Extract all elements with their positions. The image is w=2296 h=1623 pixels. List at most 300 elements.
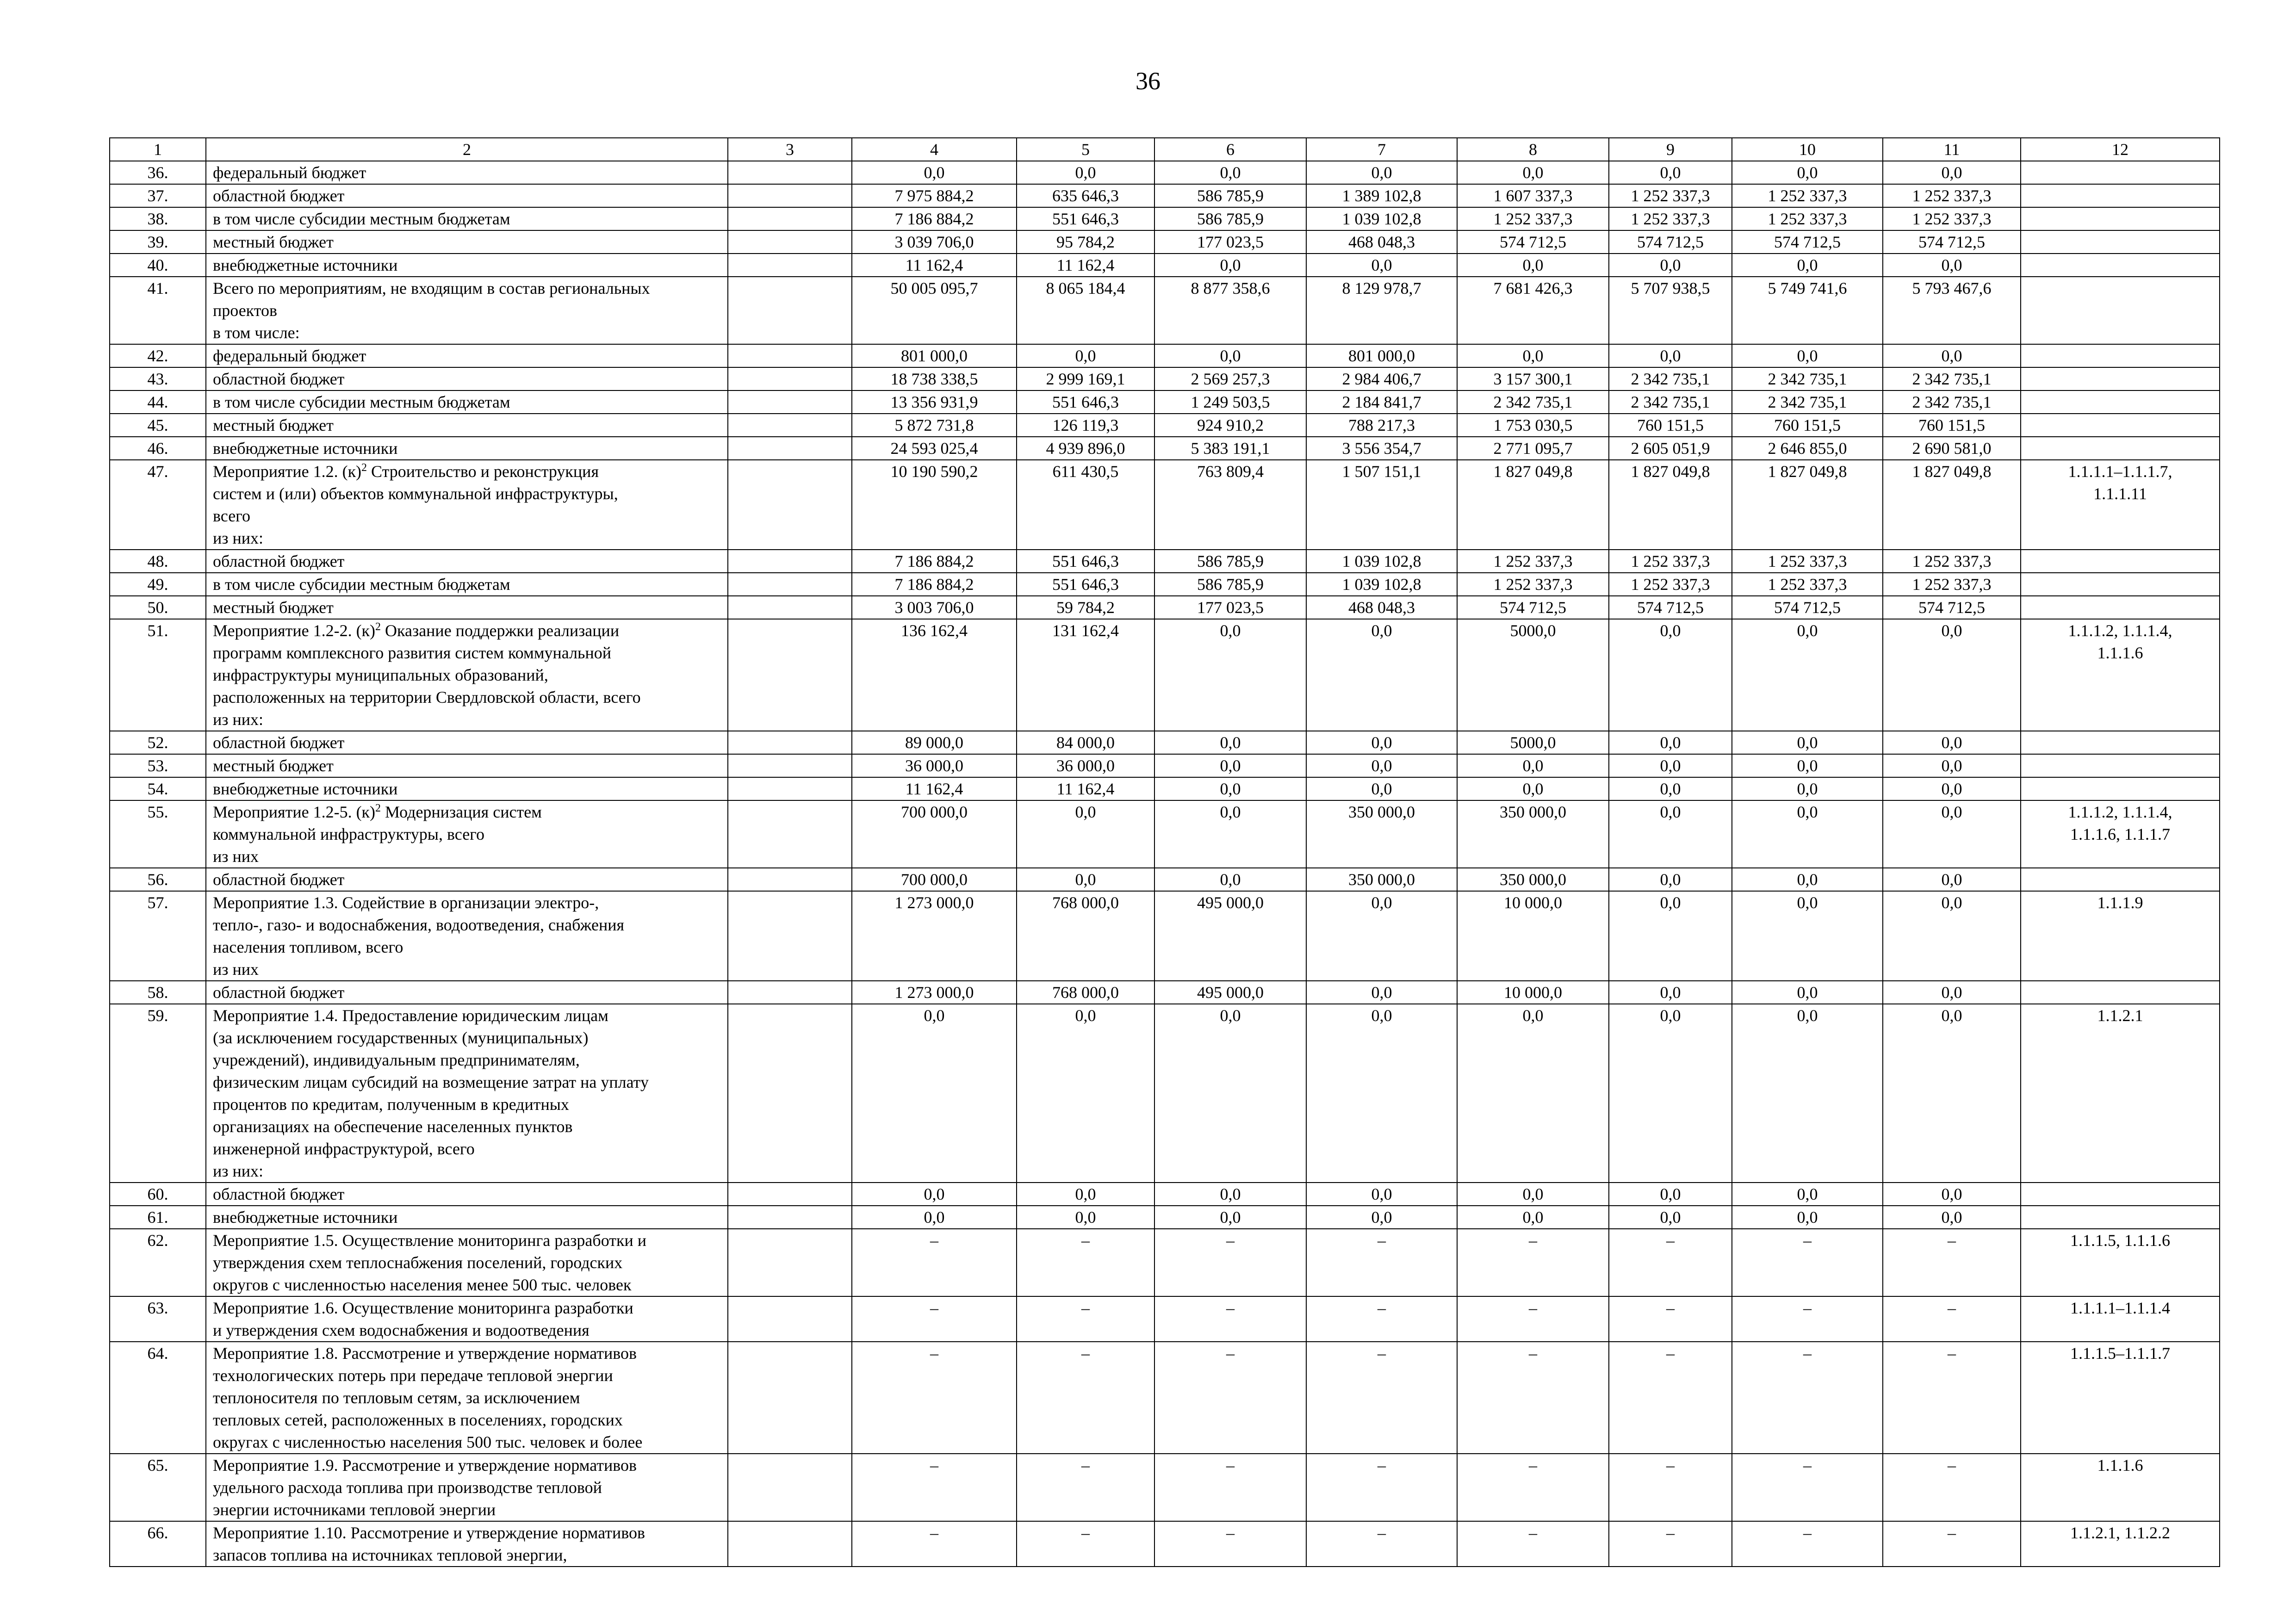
value-cell: 586 785,9 <box>1154 207 1306 230</box>
value-cell: 0,0 <box>1732 1004 1883 1183</box>
value-cell: 0,0 <box>1883 800 2021 868</box>
value-cell: 5 872 731,8 <box>852 414 1017 437</box>
description-cell: Мероприятие 1.4. Предоставление юридическим лицам (за исключением государственных (муниципальных) учреждений), индивидуальным предпринимателям, физическим лицам субсидий на возмещение затрат на уплату процентов по кредитам, полученным в кредитных организациях на обеспечение населенных пунктов инженерной инфраструктурой, всего из них: <box>206 1004 728 1183</box>
goals-cell <box>2021 367 2220 390</box>
description-prefix: Мероприятие 1.2. (к) <box>213 462 362 481</box>
value-cell: – <box>852 1296 1017 1342</box>
value-cell: 0,0 <box>1732 981 1883 1004</box>
value-cell: – <box>1732 1296 1883 1342</box>
value-cell: 1 252 337,3 <box>1457 573 1609 596</box>
value-cell: 763 809,4 <box>1154 460 1306 550</box>
value-cell: – <box>1154 1229 1306 1296</box>
row-number-cell: 39. <box>110 230 206 254</box>
description-cell: Мероприятие 1.6. Осуществление мониторинга разработки и утверждения схем водоснабжения и водоотведения <box>206 1296 728 1342</box>
value-cell: 768 000,0 <box>1017 981 1154 1004</box>
row-number-cell: 42. <box>110 344 206 367</box>
table-row <box>110 891 2220 981</box>
value-cell: 0,0 <box>1732 731 1883 754</box>
value-cell: 1 252 337,3 <box>1732 573 1883 596</box>
value-cell: 0,0 <box>1609 254 1732 277</box>
value-cell: 0,0 <box>1306 254 1457 277</box>
table-row <box>110 868 2220 891</box>
goals-cell <box>2021 731 2220 754</box>
value-cell: 0,0 <box>1883 868 2021 891</box>
goals-cell <box>2021 981 2220 1004</box>
footnote-marker: 2 <box>361 462 367 474</box>
value-cell: 50 005 095,7 <box>852 277 1017 344</box>
value-cell: 574 712,5 <box>1732 230 1883 254</box>
table-body <box>110 161 2220 1567</box>
value-cell: 177 023,5 <box>1154 596 1306 619</box>
header-cell: 6 <box>1154 138 1306 161</box>
value-cell: 0,0 <box>852 1206 1017 1229</box>
description-cell: внебюджетные источники <box>206 254 728 277</box>
value-cell: 2 342 735,1 <box>1732 367 1883 390</box>
value-cell: 3 556 354,7 <box>1306 437 1457 460</box>
value-cell: 760 151,5 <box>1609 414 1732 437</box>
value-cell: 8 129 978,7 <box>1306 277 1457 344</box>
value-cell: 0,0 <box>1154 800 1306 868</box>
value-cell: 0,0 <box>852 1183 1017 1206</box>
value-cell: – <box>1457 1454 1609 1521</box>
description-text: Модернизация систем коммунальной инфраструктуры, всего из них <box>213 803 542 866</box>
row-number-cell: 59. <box>110 1004 206 1183</box>
goals-cell <box>2021 344 2220 367</box>
value-cell: 131 162,4 <box>1017 619 1154 731</box>
value-cell: 5000,0 <box>1457 731 1609 754</box>
column-3-cell <box>728 777 852 800</box>
row-number-cell: 49. <box>110 573 206 596</box>
value-cell: 0,0 <box>1609 1183 1732 1206</box>
value-cell: 0,0 <box>1609 619 1732 731</box>
table-row <box>110 1454 2220 1521</box>
description-cell: в том числе субсидии местным бюджетам <box>206 207 728 230</box>
value-cell: 0,0 <box>1306 161 1457 184</box>
value-cell: 0,0 <box>1306 619 1457 731</box>
value-cell: 126 119,3 <box>1017 414 1154 437</box>
goals-cell: 1.1.1.5–1.1.1.7 <box>2021 1342 2220 1454</box>
value-cell: 7 681 426,3 <box>1457 277 1609 344</box>
value-cell: 0,0 <box>1457 344 1609 367</box>
table-row <box>110 754 2220 777</box>
value-cell: 4 939 896,0 <box>1017 437 1154 460</box>
table-row <box>110 161 2220 184</box>
table-row <box>110 207 2220 230</box>
value-cell: 8 877 358,6 <box>1154 277 1306 344</box>
value-cell: 0,0 <box>1883 161 2021 184</box>
row-number-cell: 36. <box>110 161 206 184</box>
column-3-cell <box>728 344 852 367</box>
value-cell: 0,0 <box>1609 800 1732 868</box>
value-cell: 11 162,4 <box>852 254 1017 277</box>
value-cell: 574 712,5 <box>1883 230 2021 254</box>
value-cell: – <box>1017 1229 1154 1296</box>
value-cell: – <box>852 1454 1017 1521</box>
description-cell: местный бюджет <box>206 596 728 619</box>
value-cell: – <box>1457 1296 1609 1342</box>
value-cell: – <box>1609 1454 1732 1521</box>
value-cell: 11 162,4 <box>852 777 1017 800</box>
value-cell: 0,0 <box>1883 731 2021 754</box>
value-cell: 760 151,5 <box>1883 414 2021 437</box>
value-cell: 0,0 <box>1017 1004 1154 1183</box>
value-cell: 18 738 338,5 <box>852 367 1017 390</box>
description-text: Строительство и реконструкция систем и (или) объектов коммунальной инфраструктуры, всего из них: <box>213 462 618 547</box>
table-row <box>110 254 2220 277</box>
value-cell: 924 910,2 <box>1154 414 1306 437</box>
description-cell: областной бюджет <box>206 367 728 390</box>
value-cell: 0,0 <box>1457 1183 1609 1206</box>
value-cell: 8 065 184,4 <box>1017 277 1154 344</box>
budget-table <box>109 137 2220 1567</box>
goals-cell <box>2021 573 2220 596</box>
value-cell: – <box>1732 1454 1883 1521</box>
value-cell: – <box>852 1229 1017 1296</box>
value-cell: 1 252 337,3 <box>1457 207 1609 230</box>
row-number-cell: 41. <box>110 277 206 344</box>
value-cell: – <box>1017 1296 1154 1342</box>
column-3-cell <box>728 550 852 573</box>
value-cell: 0,0 <box>1883 344 2021 367</box>
value-cell: 1 252 337,3 <box>1457 550 1609 573</box>
value-cell: 84 000,0 <box>1017 731 1154 754</box>
value-cell: – <box>1609 1342 1732 1454</box>
value-cell: – <box>1306 1521 1457 1567</box>
goals-cell: 1.1.2.1 <box>2021 1004 2220 1183</box>
value-cell: – <box>1732 1521 1883 1567</box>
value-cell: 5 383 191,1 <box>1154 437 1306 460</box>
goals-cell <box>2021 437 2220 460</box>
value-cell: 3 003 706,0 <box>852 596 1017 619</box>
description-prefix: Мероприятие 1.2-5. (к) <box>213 803 376 821</box>
value-cell: 0,0 <box>1883 777 2021 800</box>
row-number-cell: 43. <box>110 367 206 390</box>
value-cell: 36 000,0 <box>852 754 1017 777</box>
value-cell: 700 000,0 <box>852 868 1017 891</box>
table-row <box>110 981 2220 1004</box>
value-cell: – <box>1609 1229 1732 1296</box>
value-cell: 0,0 <box>1154 1183 1306 1206</box>
row-number-cell: 62. <box>110 1229 206 1296</box>
value-cell: 574 712,5 <box>1609 230 1732 254</box>
value-cell: 0,0 <box>852 1004 1017 1183</box>
value-cell: 1 827 049,8 <box>1457 460 1609 550</box>
value-cell: 95 784,2 <box>1017 230 1154 254</box>
value-cell: 0,0 <box>1154 619 1306 731</box>
header-cell: 2 <box>206 138 728 161</box>
table-row <box>110 777 2220 800</box>
table-row <box>110 344 2220 367</box>
value-cell: – <box>1457 1521 1609 1567</box>
value-cell: 635 646,3 <box>1017 184 1154 207</box>
value-cell: – <box>1883 1296 2021 1342</box>
table-row <box>110 1229 2220 1296</box>
row-number-cell: 46. <box>110 437 206 460</box>
value-cell: 0,0 <box>1609 1206 1732 1229</box>
value-cell: 10 000,0 <box>1457 981 1609 1004</box>
column-3-cell <box>728 981 852 1004</box>
value-cell: 0,0 <box>1883 619 2021 731</box>
value-cell: 1 252 337,3 <box>1609 573 1732 596</box>
value-cell: 0,0 <box>1017 161 1154 184</box>
value-cell: – <box>1609 1296 1732 1342</box>
value-cell: 11 162,4 <box>1017 777 1154 800</box>
description-cell: местный бюджет <box>206 414 728 437</box>
value-cell: 1 273 000,0 <box>852 981 1017 1004</box>
value-cell: 0,0 <box>1732 891 1883 981</box>
description-cell: Мероприятие 1.5. Осуществление мониторинга разработки и утверждения схем теплоснабжения поселений, городских округов с численностью населения менее 500 тыс. человек <box>206 1229 728 1296</box>
value-cell: 2 999 169,1 <box>1017 367 1154 390</box>
value-cell: 1 607 337,3 <box>1457 184 1609 207</box>
value-cell: 0,0 <box>1732 868 1883 891</box>
value-cell: 2 342 735,1 <box>1883 367 2021 390</box>
value-cell: 0,0 <box>1154 868 1306 891</box>
value-cell: 0,0 <box>1732 777 1883 800</box>
value-cell: 611 430,5 <box>1017 460 1154 550</box>
value-cell: 3 157 300,1 <box>1457 367 1609 390</box>
value-cell: 0,0 <box>1457 254 1609 277</box>
row-number-cell: 57. <box>110 891 206 981</box>
value-cell: 7 975 884,2 <box>852 184 1017 207</box>
value-cell: – <box>1732 1342 1883 1454</box>
table-row <box>110 1206 2220 1229</box>
column-3-cell <box>728 596 852 619</box>
value-cell: – <box>1883 1521 2021 1567</box>
description-cell <box>206 619 728 731</box>
column-3-cell <box>728 573 852 596</box>
value-cell: 1 039 102,8 <box>1306 207 1457 230</box>
value-cell: 0,0 <box>1154 254 1306 277</box>
value-cell: 0,0 <box>1883 754 2021 777</box>
value-cell: 3 039 706,0 <box>852 230 1017 254</box>
value-cell: 0,0 <box>1609 868 1732 891</box>
column-3-cell <box>728 1183 852 1206</box>
value-cell: 574 712,5 <box>1609 596 1732 619</box>
goals-cell <box>2021 754 2220 777</box>
value-cell: 0,0 <box>1154 754 1306 777</box>
value-cell: – <box>1883 1229 2021 1296</box>
value-cell: 0,0 <box>1017 344 1154 367</box>
table-row <box>110 1004 2220 1183</box>
column-3-cell <box>728 230 852 254</box>
value-cell: 7 186 884,2 <box>852 550 1017 573</box>
column-3-cell <box>728 731 852 754</box>
goals-cell: 1.1.2.1, 1.1.2.2 <box>2021 1521 2220 1567</box>
column-3-cell <box>728 754 852 777</box>
value-cell: 1 753 030,5 <box>1457 414 1609 437</box>
goals-cell: 1.1.1.2, 1.1.1.4, 1.1.1.6, 1.1.1.7 <box>2021 800 2220 868</box>
goals-cell <box>2021 184 2220 207</box>
value-cell: 1 252 337,3 <box>1883 550 2021 573</box>
value-cell: 574 712,5 <box>1732 596 1883 619</box>
row-number-cell: 64. <box>110 1342 206 1454</box>
value-cell: – <box>1306 1296 1457 1342</box>
value-cell: – <box>852 1521 1017 1567</box>
row-number-cell: 55. <box>110 800 206 868</box>
value-cell: 0,0 <box>1457 754 1609 777</box>
value-cell: 0,0 <box>1732 1206 1883 1229</box>
value-cell: 1 827 049,8 <box>1883 460 2021 550</box>
column-3-cell <box>728 1004 852 1183</box>
table-row <box>110 367 2220 390</box>
value-cell: – <box>1609 1521 1732 1567</box>
table-row <box>110 573 2220 596</box>
value-cell: 0,0 <box>1883 891 2021 981</box>
goals-cell <box>2021 161 2220 184</box>
column-3-cell <box>728 207 852 230</box>
goals-cell: 1.1.1.1–1.1.1.7, 1.1.1.11 <box>2021 460 2220 550</box>
value-cell: 1 252 337,3 <box>1732 184 1883 207</box>
row-number-cell: 63. <box>110 1296 206 1342</box>
value-cell: 586 785,9 <box>1154 573 1306 596</box>
value-cell: – <box>1017 1521 1154 1567</box>
header-row <box>110 138 2220 161</box>
table-row <box>110 800 2220 868</box>
row-number-cell: 53. <box>110 754 206 777</box>
value-cell: 0,0 <box>1732 800 1883 868</box>
description-cell: областной бюджет <box>206 981 728 1004</box>
value-cell: 0,0 <box>1609 777 1732 800</box>
column-3-cell <box>728 277 852 344</box>
description-cell: в том числе субсидии местным бюджетам <box>206 390 728 414</box>
value-cell: 551 646,3 <box>1017 573 1154 596</box>
value-cell: 5 793 467,6 <box>1883 277 2021 344</box>
value-cell: 1 827 049,8 <box>1732 460 1883 550</box>
value-cell: 1 827 049,8 <box>1609 460 1732 550</box>
value-cell: 0,0 <box>1609 891 1732 981</box>
table-row <box>110 277 2220 344</box>
goals-cell: 1.1.1.6 <box>2021 1454 2220 1521</box>
value-cell: 0,0 <box>1457 161 1609 184</box>
row-number-cell: 65. <box>110 1454 206 1521</box>
value-cell: 1 507 151,1 <box>1306 460 1457 550</box>
description-text: Оказание поддержки реализации программ комплексного развития систем коммунальной инфраструктуры муниципальных образований, расположенных на территории Свердловской области, всего из них: <box>213 621 641 729</box>
value-cell: 0,0 <box>1017 868 1154 891</box>
table-row <box>110 1521 2220 1567</box>
description-cell: федеральный бюджет <box>206 161 728 184</box>
column-3-cell <box>728 891 852 981</box>
row-number-cell: 47. <box>110 460 206 550</box>
column-3-cell <box>728 390 852 414</box>
value-cell: 0,0 <box>1306 1004 1457 1183</box>
value-cell: 0,0 <box>1017 800 1154 868</box>
row-number-cell: 44. <box>110 390 206 414</box>
value-cell: 0,0 <box>1457 1004 1609 1183</box>
value-cell: 2 342 735,1 <box>1457 390 1609 414</box>
header-cell: 8 <box>1457 138 1609 161</box>
value-cell: 0,0 <box>1883 254 2021 277</box>
value-cell: 10 000,0 <box>1457 891 1609 981</box>
goals-cell: 1.1.1.9 <box>2021 891 2220 981</box>
page-number: 36 <box>1136 67 1160 95</box>
description-cell <box>206 800 728 868</box>
value-cell: 801 000,0 <box>852 344 1017 367</box>
column-3-cell <box>728 367 852 390</box>
value-cell: 1 273 000,0 <box>852 891 1017 981</box>
goals-cell <box>2021 390 2220 414</box>
column-3-cell <box>728 868 852 891</box>
table-row <box>110 596 2220 619</box>
value-cell: 0,0 <box>1883 1183 2021 1206</box>
table-row <box>110 550 2220 573</box>
value-cell: 2 569 257,3 <box>1154 367 1306 390</box>
row-number-cell: 51. <box>110 619 206 731</box>
value-cell: 177 023,5 <box>1154 230 1306 254</box>
goals-cell <box>2021 868 2220 891</box>
value-cell: 0,0 <box>1154 344 1306 367</box>
column-3-cell <box>728 1521 852 1567</box>
row-number-cell: 56. <box>110 868 206 891</box>
value-cell: 350 000,0 <box>1457 800 1609 868</box>
value-cell: – <box>1883 1342 2021 1454</box>
column-3-cell <box>728 1296 852 1342</box>
column-3-cell <box>728 800 852 868</box>
value-cell: 586 785,9 <box>1154 184 1306 207</box>
value-cell: 2 184 841,7 <box>1306 390 1457 414</box>
description-cell: внебюджетные источники <box>206 437 728 460</box>
value-cell: 0,0 <box>1883 1206 2021 1229</box>
header-cell: 5 <box>1017 138 1154 161</box>
row-number-cell: 52. <box>110 731 206 754</box>
goals-cell: 1.1.1.1–1.1.1.4 <box>2021 1296 2220 1342</box>
value-cell: 11 162,4 <box>1017 254 1154 277</box>
value-cell: 89 000,0 <box>852 731 1017 754</box>
value-cell: 2 342 735,1 <box>1609 367 1732 390</box>
value-cell: 0,0 <box>1609 981 1732 1004</box>
value-cell: 0,0 <box>1609 731 1732 754</box>
table-row <box>110 1296 2220 1342</box>
value-cell: 1 252 337,3 <box>1883 573 2021 596</box>
description-cell <box>206 460 728 550</box>
row-number-cell: 37. <box>110 184 206 207</box>
value-cell: 2 342 735,1 <box>1883 390 2021 414</box>
value-cell: 0,0 <box>1732 344 1883 367</box>
value-cell: 7 186 884,2 <box>852 573 1017 596</box>
value-cell: 760 151,5 <box>1732 414 1883 437</box>
table-row <box>110 731 2220 754</box>
value-cell: 574 712,5 <box>1883 596 2021 619</box>
header-cell: 12 <box>2021 138 2220 161</box>
value-cell: 5 707 938,5 <box>1609 277 1732 344</box>
value-cell: 350 000,0 <box>1457 868 1609 891</box>
value-cell: 59 784,2 <box>1017 596 1154 619</box>
value-cell: 0,0 <box>1732 161 1883 184</box>
value-cell: 1 252 337,3 <box>1883 184 2021 207</box>
goals-cell <box>2021 414 2220 437</box>
value-cell: – <box>1306 1229 1457 1296</box>
footnote-marker: 2 <box>375 802 381 814</box>
value-cell: 2 342 735,1 <box>1732 390 1883 414</box>
row-number-cell: 50. <box>110 596 206 619</box>
value-cell: 0,0 <box>1609 344 1732 367</box>
footnote-marker: 2 <box>375 621 381 633</box>
value-cell: 468 048,3 <box>1306 596 1457 619</box>
description-cell: областной бюджет <box>206 868 728 891</box>
goals-cell <box>2021 1183 2220 1206</box>
value-cell: – <box>1883 1454 2021 1521</box>
table-row <box>110 619 2220 731</box>
value-cell: 468 048,3 <box>1306 230 1457 254</box>
table-row <box>110 460 2220 550</box>
value-cell: – <box>1154 1454 1306 1521</box>
value-cell: 0,0 <box>1732 619 1883 731</box>
header-cell: 11 <box>1883 138 2021 161</box>
goals-cell: 1.1.1.5, 1.1.1.6 <box>2021 1229 2220 1296</box>
value-cell: 0,0 <box>1306 1183 1457 1206</box>
value-cell: 586 785,9 <box>1154 550 1306 573</box>
value-cell: 5 749 741,6 <box>1732 277 1883 344</box>
column-3-cell <box>728 619 852 731</box>
